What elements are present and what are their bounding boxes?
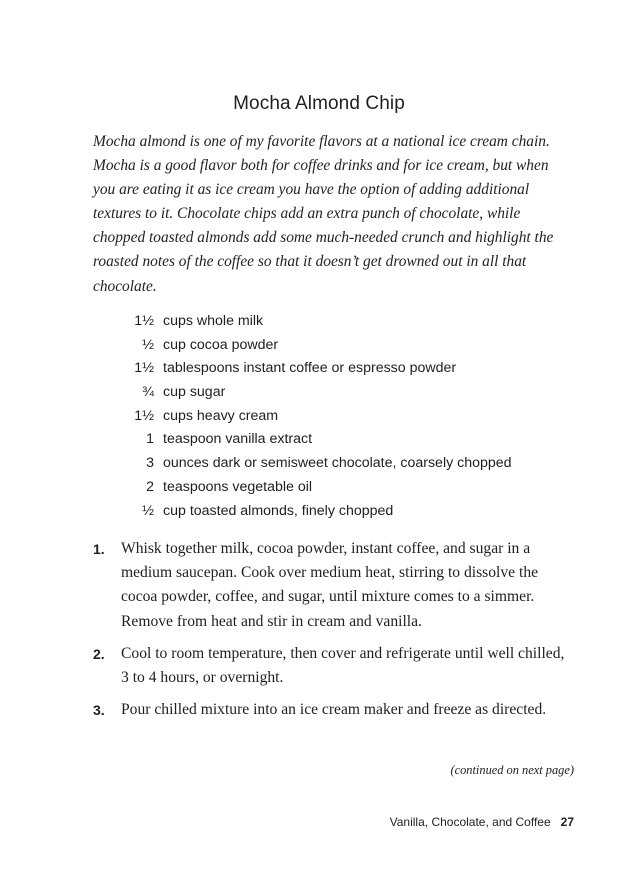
ingredient-row <box>93 476 573 500</box>
ingredient-list <box>93 310 573 523</box>
step-item <box>93 698 575 722</box>
ingredient-row <box>93 381 573 405</box>
ingredient-row <box>93 405 573 429</box>
ingredient-quantity: 1 <box>146 431 154 448</box>
page-footer <box>390 815 574 829</box>
ingredient-name: cup toasted almonds, finely chopped <box>163 502 394 519</box>
running-footer-section: Vanilla, Chocolate, and Coffee <box>389 815 551 829</box>
recipe-intro: Mocha almond is one of my favorite flavors at a national ice cream chain. Mocha is a good flavor both for coffee drinks and for ice cream, but when you are eating it as ice cream you have the option of adding additional textures to it. Chocolate chips add an extra punch of chocolate, while chopped toasted almonds add some much-needed crunch and highlight the roasted notes of the coffee so that it doesn’t get drowned out in all that chocolate. <box>93 133 554 295</box>
ingredient-quantity: 2 <box>146 478 154 495</box>
ingredient-name: cups heavy cream <box>163 407 279 424</box>
step-text: Pour chilled mixture into an ice cream maker and freeze as directed. <box>121 701 547 719</box>
ingredient-name: cup cocoa powder <box>163 336 279 353</box>
ingredient-name: tablespoons instant coffee or espresso powder <box>163 360 457 377</box>
ingredient-name: cups whole milk <box>163 313 264 329</box>
step-text: Whisk together milk, cocoa powder, instant coffee, and sugar in a medium saucepan. Cook over medium heat, stirring to dissolve the cocoa powder, coffee, and sugar, until mixture comes to a simmer. Remove from heat and stir in cream and vanilla. <box>121 540 539 630</box>
step-number: 1. <box>93 541 105 557</box>
ingredient-row <box>93 310 573 334</box>
ingredient-name: teaspoon vanilla extract <box>163 431 313 448</box>
step-number: 2. <box>93 645 105 662</box>
step-number: 3. <box>93 702 105 719</box>
ingredient-quantity: ½ <box>142 336 154 353</box>
ingredient-quantity: 3 <box>146 455 154 472</box>
ingredient-quantity: 1½ <box>134 407 154 424</box>
page-number: 27 <box>560 815 574 829</box>
ingredient-row <box>93 452 573 476</box>
ingredient-row <box>93 428 573 452</box>
step-text: Cool to room temperature, then cover and refrigerate until well chilled, 3 to 4 hours, or overnight. <box>121 644 565 687</box>
ingredient-name: cup sugar <box>163 384 226 401</box>
ingredient-quantity: ½ <box>142 502 154 519</box>
ingredient-quantity: 1½ <box>134 313 154 329</box>
step-item <box>93 642 575 690</box>
ingredient-row <box>93 500 573 524</box>
instruction-steps <box>93 537 575 730</box>
ingredient-quantity: ¾ <box>142 384 154 401</box>
ingredient-name: ounces dark or semisweet chocolate, coarsely chopped <box>163 455 512 472</box>
step-item <box>93 537 575 634</box>
ingredient-name: teaspoons vegetable oil <box>163 478 313 495</box>
recipe-title: Mocha Almond Chip <box>233 93 405 114</box>
ingredient-row <box>93 334 573 358</box>
ingredient-row <box>93 357 573 381</box>
ingredient-quantity: 1½ <box>134 360 154 377</box>
continued-note: (continued on next page) <box>450 763 574 777</box>
